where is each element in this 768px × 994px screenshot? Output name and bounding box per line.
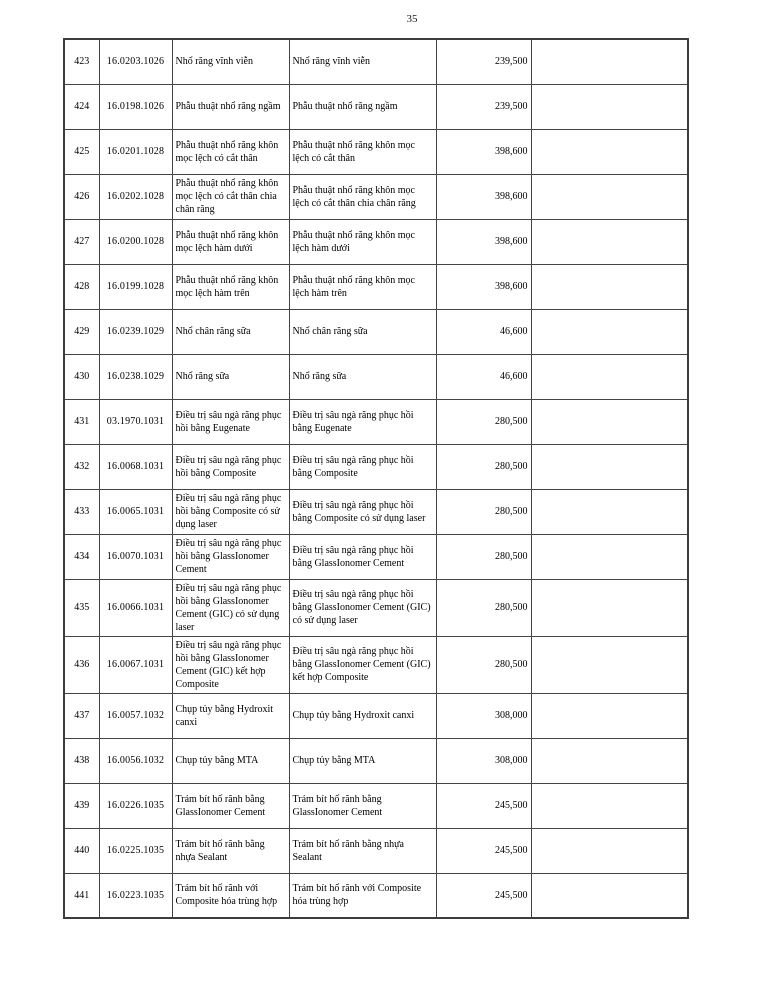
cell-service-name-alt: Điều trị sâu ngà răng phục hồi bằng GlassIonomer Cement (GIC) kết hợp Composite bbox=[289, 636, 436, 693]
cell-service-code: 16.0203.1026 bbox=[99, 39, 172, 84]
cell-service-name-alt: Phẫu thuật nhổ răng ngầm bbox=[289, 84, 436, 129]
cell-price-vnd: 245,500 bbox=[436, 783, 531, 828]
table-row bbox=[64, 219, 688, 264]
cell-service-name: Phẫu thuật nhổ răng ngầm bbox=[172, 84, 289, 129]
cell-service-code: 16.0066.1031 bbox=[99, 579, 172, 636]
cell-service-name: Điều trị sâu ngà răng phục hồi bằng GlassIonomer Cement (GIC) kết hợp Composite bbox=[172, 636, 289, 693]
table-row bbox=[64, 534, 688, 579]
cell-service-name-alt: Phẫu thuật nhổ răng khôn mọc lệch hàm dưới bbox=[289, 219, 436, 264]
cell-price-vnd: 239,500 bbox=[436, 39, 531, 84]
cell-service-name-alt: Điều trị sâu ngà răng phục hồi bằng Eugenate bbox=[289, 399, 436, 444]
table-row bbox=[64, 636, 688, 693]
cell-note bbox=[531, 219, 688, 264]
cell-row-index: 433 bbox=[64, 489, 99, 534]
cell-price-vnd: 245,500 bbox=[436, 828, 531, 873]
cell-service-code: 16.0068.1031 bbox=[99, 444, 172, 489]
cell-service-code: 16.0239.1029 bbox=[99, 309, 172, 354]
cell-price-vnd: 308,000 bbox=[436, 738, 531, 783]
cell-note bbox=[531, 693, 688, 738]
cell-row-index: 441 bbox=[64, 873, 99, 918]
cell-service-code: 16.0200.1028 bbox=[99, 219, 172, 264]
cell-service-name: Chụp tủy bằng Hydroxit canxi bbox=[172, 693, 289, 738]
cell-service-code: 16.0201.1028 bbox=[99, 129, 172, 174]
cell-service-name-alt: Điều trị sâu ngà răng phục hồi bằng Composite bbox=[289, 444, 436, 489]
cell-service-name: Trám bít hố rãnh bằng nhựa Sealant bbox=[172, 828, 289, 873]
cell-service-name: Điều trị sâu ngà răng phục hồi bằng Eugenate bbox=[172, 399, 289, 444]
cell-row-index: 424 bbox=[64, 84, 99, 129]
cell-row-index: 436 bbox=[64, 636, 99, 693]
cell-note bbox=[531, 264, 688, 309]
table-row bbox=[64, 174, 688, 219]
price-table-body bbox=[64, 39, 688, 918]
table-row bbox=[64, 309, 688, 354]
cell-service-name-alt: Trám bít hố rãnh bằng GlassIonomer Cement bbox=[289, 783, 436, 828]
cell-row-index: 438 bbox=[64, 738, 99, 783]
table-row bbox=[64, 579, 688, 636]
cell-note bbox=[531, 783, 688, 828]
cell-service-name: Điều trị sâu ngà răng phục hồi bằng Composite có sử dụng laser bbox=[172, 489, 289, 534]
cell-row-index: 434 bbox=[64, 534, 99, 579]
table-row bbox=[64, 399, 688, 444]
cell-note bbox=[531, 873, 688, 918]
cell-note bbox=[531, 534, 688, 579]
cell-price-vnd: 398,600 bbox=[436, 219, 531, 264]
cell-service-code: 16.0226.1035 bbox=[99, 783, 172, 828]
cell-note bbox=[531, 129, 688, 174]
cell-row-index: 428 bbox=[64, 264, 99, 309]
cell-price-vnd: 280,500 bbox=[436, 399, 531, 444]
cell-row-index: 440 bbox=[64, 828, 99, 873]
page-number: 35 bbox=[406, 13, 418, 25]
cell-service-name: Phẫu thuật nhổ răng khôn mọc lệch có cắt thân chia chân răng bbox=[172, 174, 289, 219]
cell-service-name: Chụp tủy bằng MTA bbox=[172, 738, 289, 783]
cell-service-name-alt: Phẫu thuật nhổ răng khôn mọc lệch hàm trên bbox=[289, 264, 436, 309]
cell-note bbox=[531, 828, 688, 873]
cell-note bbox=[531, 354, 688, 399]
cell-row-index: 431 bbox=[64, 399, 99, 444]
table-row bbox=[64, 129, 688, 174]
cell-price-vnd: 398,600 bbox=[436, 129, 531, 174]
cell-note bbox=[531, 174, 688, 219]
table-row bbox=[64, 693, 688, 738]
cell-service-name-alt: Điều trị sâu ngà răng phục hồi bằng Composite có sử dụng laser bbox=[289, 489, 436, 534]
cell-service-name-alt: Điều trị sâu ngà răng phục hồi bằng GlassIonomer Cement (GIC) có sử dụng laser bbox=[289, 579, 436, 636]
table-row bbox=[64, 264, 688, 309]
cell-price-vnd: 398,600 bbox=[436, 174, 531, 219]
cell-service-name: Điều trị sâu ngà răng phục hồi bằng Composite bbox=[172, 444, 289, 489]
cell-note bbox=[531, 738, 688, 783]
cell-row-index: 439 bbox=[64, 783, 99, 828]
cell-row-index: 429 bbox=[64, 309, 99, 354]
cell-service-name-alt: Phẫu thuật nhổ răng khôn mọc lệch có cắt thân chia chân răng bbox=[289, 174, 436, 219]
cell-price-vnd: 46,600 bbox=[436, 309, 531, 354]
table-row bbox=[64, 84, 688, 129]
cell-price-vnd: 280,500 bbox=[436, 534, 531, 579]
table-row bbox=[64, 354, 688, 399]
cell-service-code: 16.0238.1029 bbox=[99, 354, 172, 399]
cell-price-vnd: 280,500 bbox=[436, 444, 531, 489]
cell-row-index: 437 bbox=[64, 693, 99, 738]
cell-service-code: 16.0070.1031 bbox=[99, 534, 172, 579]
cell-service-name-alt: Trám bít hố rãnh bằng nhựa Sealant bbox=[289, 828, 436, 873]
cell-price-vnd: 46,600 bbox=[436, 354, 531, 399]
cell-service-name: Phẫu thuật nhổ răng khôn mọc lệch có cắt thân bbox=[172, 129, 289, 174]
cell-price-vnd: 280,500 bbox=[436, 579, 531, 636]
cell-row-index: 425 bbox=[64, 129, 99, 174]
cell-service-code: 16.0199.1028 bbox=[99, 264, 172, 309]
cell-service-name: Nhổ chân răng sữa bbox=[172, 309, 289, 354]
cell-service-name-alt: Nhổ răng sữa bbox=[289, 354, 436, 399]
cell-service-name: Phẫu thuật nhổ răng khôn mọc lệch hàm trên bbox=[172, 264, 289, 309]
cell-note bbox=[531, 399, 688, 444]
cell-service-name-alt: Nhổ chân răng sữa bbox=[289, 309, 436, 354]
cell-note bbox=[531, 444, 688, 489]
cell-note bbox=[531, 39, 688, 84]
cell-service-code: 16.0202.1028 bbox=[99, 174, 172, 219]
cell-row-index: 430 bbox=[64, 354, 99, 399]
cell-service-code: 16.0223.1035 bbox=[99, 873, 172, 918]
cell-row-index: 423 bbox=[64, 39, 99, 84]
cell-price-vnd: 280,500 bbox=[436, 489, 531, 534]
cell-note bbox=[531, 489, 688, 534]
cell-price-vnd: 398,600 bbox=[436, 264, 531, 309]
cell-row-index: 427 bbox=[64, 219, 99, 264]
cell-service-name: Nhổ răng vĩnh viễn bbox=[172, 39, 289, 84]
cell-price-vnd: 280,500 bbox=[436, 636, 531, 693]
cell-note bbox=[531, 309, 688, 354]
cell-service-name-alt: Chụp tủy bằng MTA bbox=[289, 738, 436, 783]
cell-service-name: Trám bít hố rãnh bằng GlassIonomer Cement bbox=[172, 783, 289, 828]
cell-service-name: Phẫu thuật nhổ răng khôn mọc lệch hàm dưới bbox=[172, 219, 289, 264]
cell-note bbox=[531, 579, 688, 636]
cell-service-code: 16.0225.1035 bbox=[99, 828, 172, 873]
cell-service-name-alt: Chụp tủy bằng Hydroxit canxi bbox=[289, 693, 436, 738]
cell-service-name-alt: Nhổ răng vĩnh viễn bbox=[289, 39, 436, 84]
cell-service-code: 16.0198.1026 bbox=[99, 84, 172, 129]
cell-service-code: 16.0057.1032 bbox=[99, 693, 172, 738]
cell-price-vnd: 239,500 bbox=[436, 84, 531, 129]
table-row bbox=[64, 39, 688, 84]
cell-service-name: Trám bít hố rãnh với Composite hóa trùng hợp bbox=[172, 873, 289, 918]
cell-row-index: 432 bbox=[64, 444, 99, 489]
service-price-table bbox=[63, 38, 689, 919]
table-row bbox=[64, 783, 688, 828]
table-row bbox=[64, 444, 688, 489]
cell-service-code: 16.0065.1031 bbox=[99, 489, 172, 534]
cell-service-code: 03.1970.1031 bbox=[99, 399, 172, 444]
cell-service-name-alt: Trám bít hố rãnh với Composite hóa trùng hợp bbox=[289, 873, 436, 918]
table-row bbox=[64, 828, 688, 873]
cell-service-name: Nhổ răng sữa bbox=[172, 354, 289, 399]
cell-note bbox=[531, 636, 688, 693]
cell-price-vnd: 308,000 bbox=[436, 693, 531, 738]
cell-row-index: 426 bbox=[64, 174, 99, 219]
cell-row-index: 435 bbox=[64, 579, 99, 636]
cell-service-code: 16.0067.1031 bbox=[99, 636, 172, 693]
cell-price-vnd: 245,500 bbox=[436, 873, 531, 918]
table-row bbox=[64, 873, 688, 918]
cell-service-code: 16.0056.1032 bbox=[99, 738, 172, 783]
cell-service-name-alt: Phẫu thuật nhổ răng khôn mọc lệch có cắt thân bbox=[289, 129, 436, 174]
table-row bbox=[64, 738, 688, 783]
table-row bbox=[64, 489, 688, 534]
cell-service-name-alt: Điều trị sâu ngà răng phục hồi bằng GlassIonomer Cement bbox=[289, 534, 436, 579]
cell-service-name: Điều trị sâu ngà răng phục hồi bằng GlassIonomer Cement bbox=[172, 534, 289, 579]
cell-service-name: Điều trị sâu ngà răng phục hồi bằng GlassIonomer Cement (GIC) có sử dụng laser bbox=[172, 579, 289, 636]
cell-note bbox=[531, 84, 688, 129]
